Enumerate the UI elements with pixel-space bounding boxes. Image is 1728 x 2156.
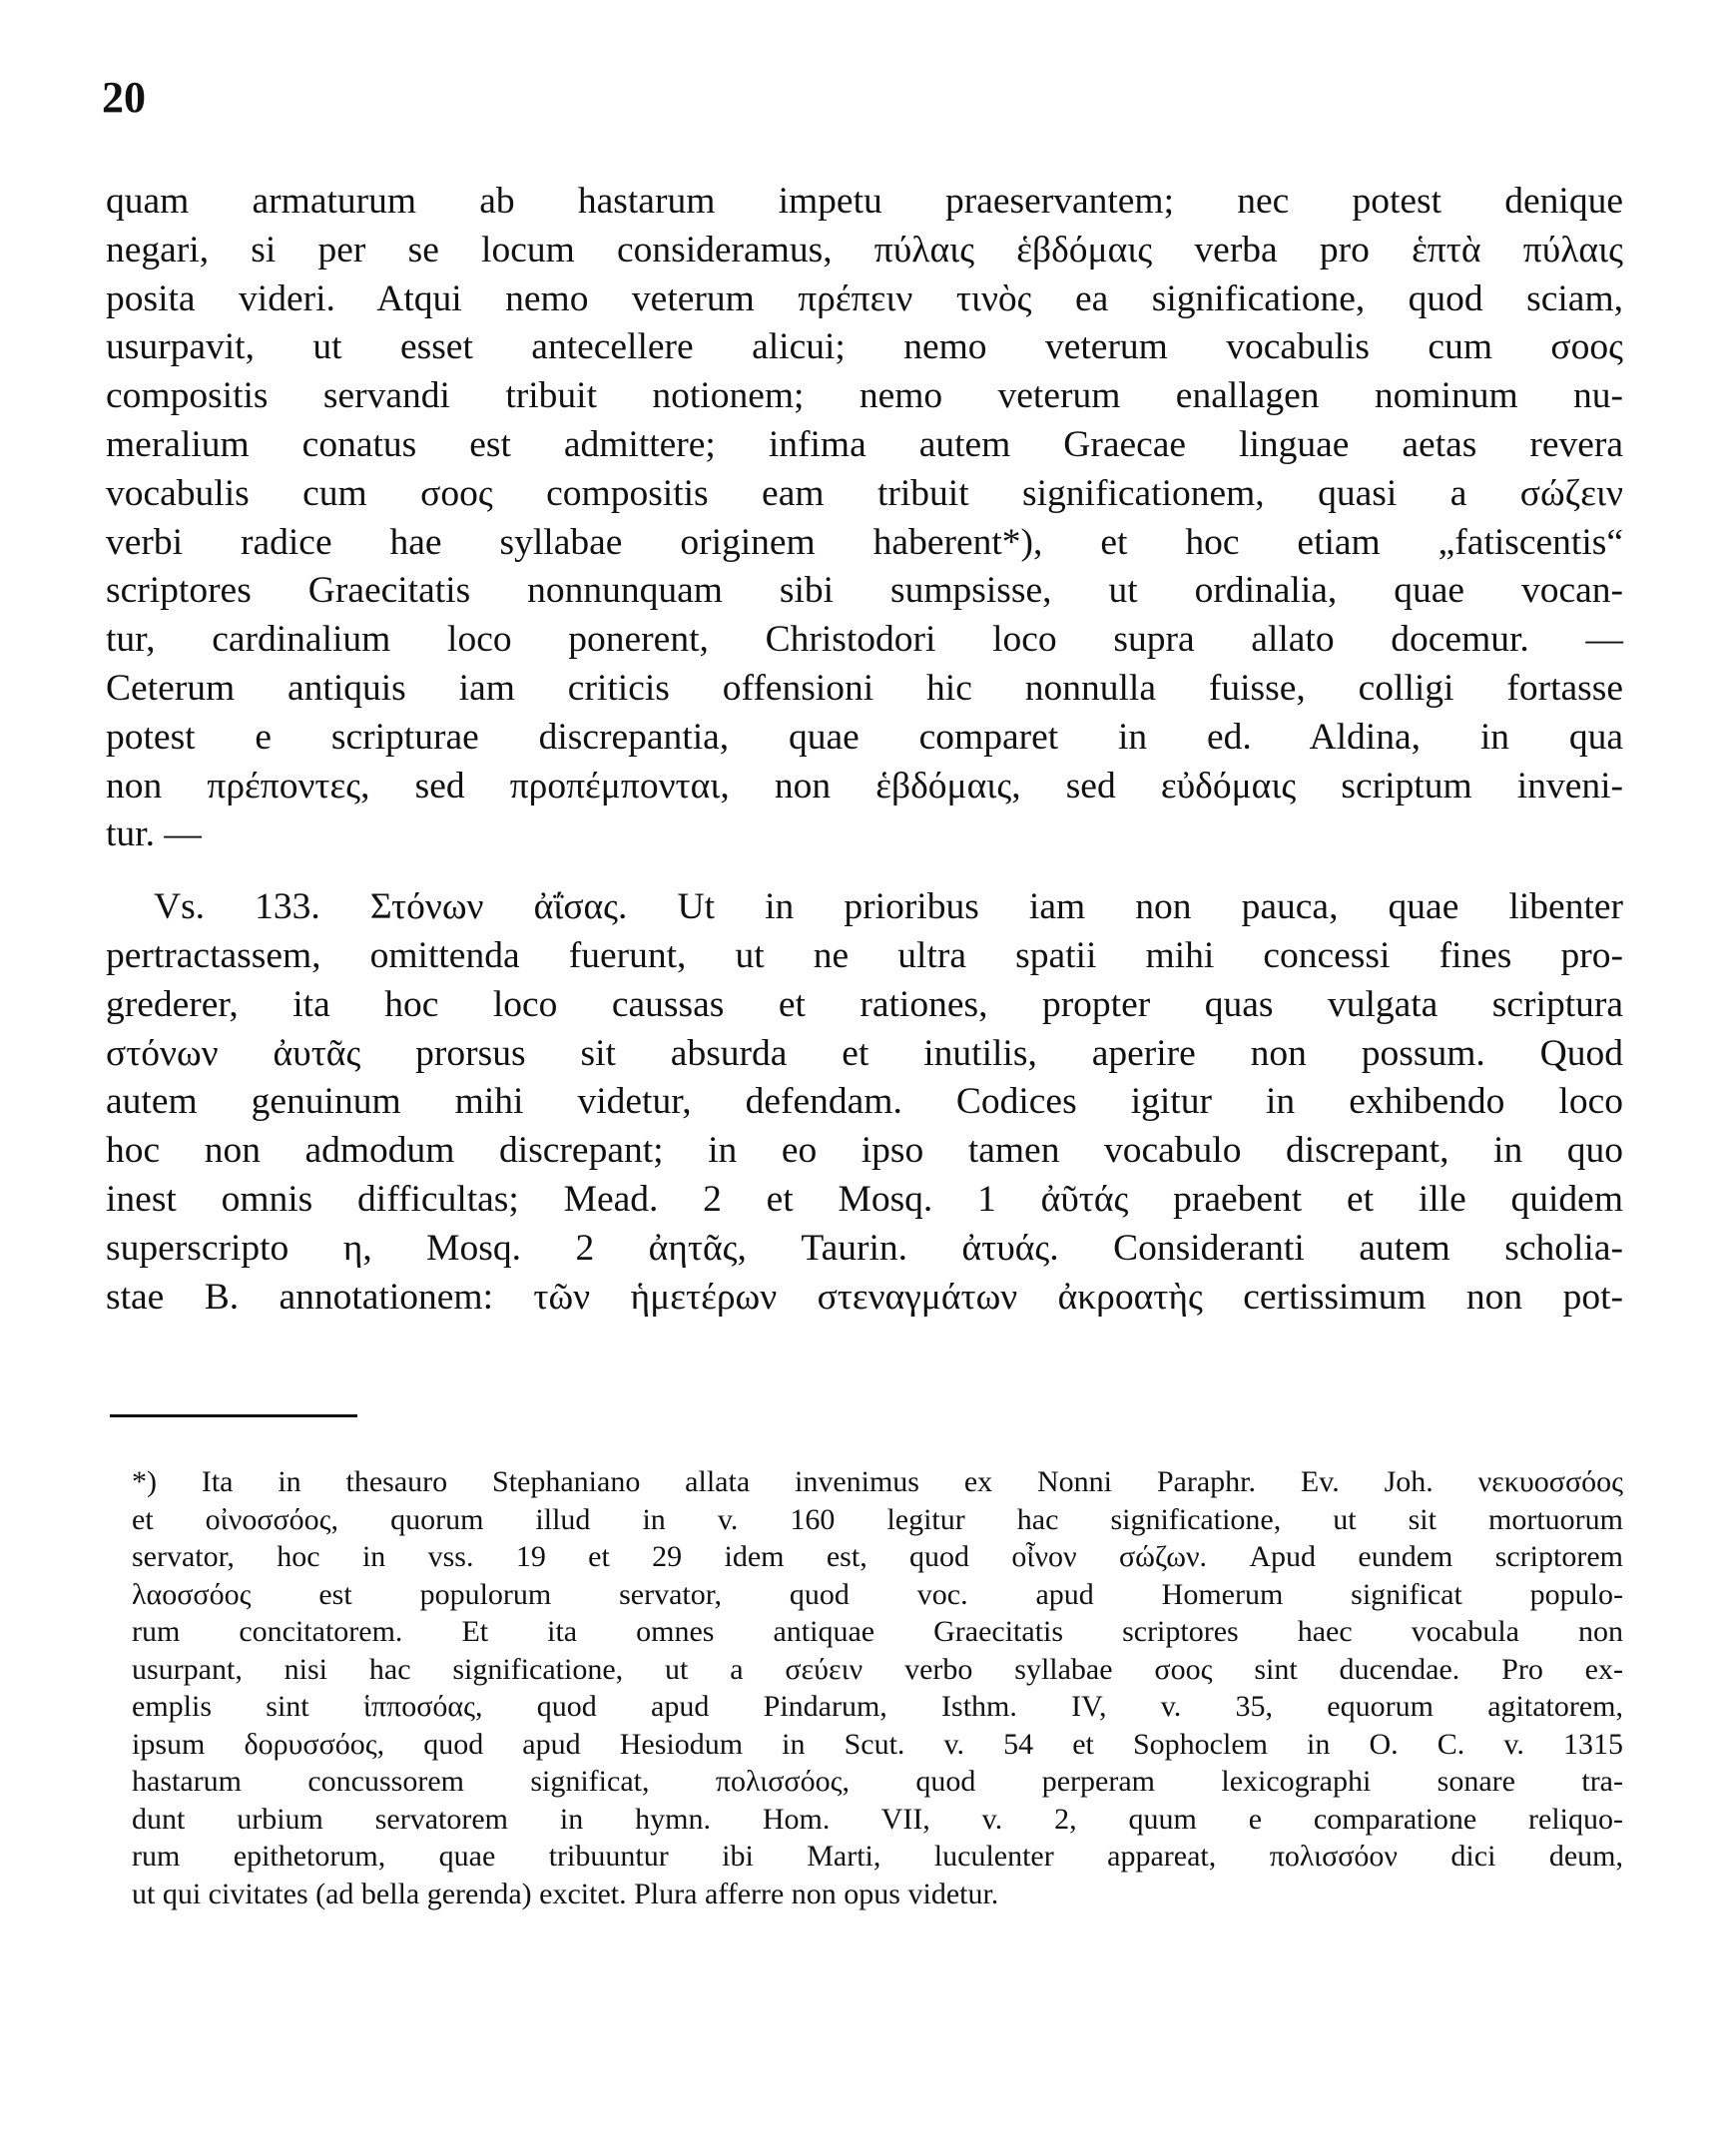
footnote-line: ipsum δορυσσόος, quod apud Hesiodum in Scut. v. 54 et Sophoclem in O. C. v. 1315 <box>132 1727 1623 1761</box>
footnotes <box>132 1463 1623 1912</box>
text-line: hoc non admodum discrepant; in eo ipso tamen vocabulo discrepant, in quo <box>106 1130 1623 1172</box>
text-line: vocabulis cum σοος compositis eam tribuit significationem, quasi a σώζειν <box>106 472 1623 514</box>
text-line: tur, cardinalium loco ponerent, Christodori loco supra allato docemur. — <box>106 619 1623 661</box>
text-line: inest omnis difficultas; Mead. 2 et Mosq. 1 ἀῦτάς praebent et ille quidem <box>106 1178 1623 1220</box>
footnote-line: *) Ita in thesauro Stephaniano allata invenimus ex Nonni Paraphr. Ev. Joh. νεκυοσσόος <box>132 1465 1623 1498</box>
text-line: Ceterum antiquis iam criticis offensioni hic nonnulla fuisse, colligi fortasse <box>106 667 1623 709</box>
footnote-line: λαοσσόος est populorum servator, quod voc. apud Homerum significat populo- <box>132 1577 1623 1611</box>
text-line: negari, si per se locum consideramus, πύλαις ἑβδόμαις verba pro ἑπτὰ πύλαις <box>106 229 1623 270</box>
footnote-line: servator, hoc in vss. 19 et 29 idem est, quod οἶνον σώζων. Apud eundem scriptorem <box>132 1540 1623 1573</box>
paragraph-gap <box>106 859 1623 883</box>
text-line: superscripto η, Mosq. 2 ἀητᾶς, Taurin. ἀτυάς. Consideranti autem scholia- <box>106 1227 1623 1269</box>
text-line: grederer, ita hoc loco caussas et rationes, propter quas vulgata scriptura <box>106 983 1623 1025</box>
text-line: meralium conatus est admittere; infima autem Graecae linguae aetas revera <box>106 423 1623 465</box>
footnote-line: dunt urbium servatorem in hymn. Hom. VII, v. 2, quum e comparatione reliquo- <box>132 1802 1623 1836</box>
footnote-line: emplis sint ἱπποσόας, quod apud Pindarum, Isthm. IV, v. 35, equorum agitatorem, <box>132 1690 1623 1723</box>
text-line: autem genuinum mihi videtur, defendam. Codices igitur in exhibendo loco <box>106 1081 1623 1123</box>
text-line: tur. — <box>106 813 202 855</box>
footnote-line: rum epithetorum, quae tribuuntur ibi Marti, luculenter appareat, πολισσόον dici deum, <box>132 1840 1623 1873</box>
text-line: posita videri. Atqui nemo veterum πρέπειν τινὸς ea significatione, quod sciam, <box>106 277 1623 319</box>
text-line: usurpavit, ut esset antecellere alicui; nemo veterum vocabulis cum σοος <box>106 326 1623 368</box>
text-line: non πρέποντες, sed προπέμπονται, non ἑβδόμαις, sed εὐδόμαις scriptum inveni- <box>106 765 1623 807</box>
text-line: stae B. annotationem: τῶν ἡμετέρων στεναγμάτων ἀκροατὴς certissimum non pot- <box>106 1276 1623 1318</box>
text-line: compositis servandi tribuit notionem; nemo veterum enallagen nominum nu- <box>106 375 1623 417</box>
footnote-line: hastarum concussorem significat, πολισσόος, quod perperam lexicographi sonare tra- <box>132 1765 1623 1798</box>
text-line: pertractassem, omittenda fuerunt, ut ne ultra spatii mihi concessi fines pro- <box>106 934 1623 976</box>
main-text <box>106 178 1623 1322</box>
text-line: στόνων ἀυτᾶς prorsus sit absurda et inutilis, aperire non possum. Quod <box>106 1032 1623 1074</box>
text-line: scriptores Graecitatis nonnunquam sibi sumpsisse, ut ordinalia, quae vocan- <box>106 570 1623 612</box>
text-line: potest e scripturae discrepantia, quae comparet in ed. Aldina, in qua <box>106 716 1623 758</box>
footnote-rule <box>110 1414 357 1417</box>
footnote-line: rum concitatorem. Et ita omnes antiquae Graecitatis scriptores haec vocabula non <box>132 1615 1623 1648</box>
footnote-line: usurpant, nisi hac significatione, ut a σεύειν verbo syllabae σοος sint ducendae. Pro ex- <box>132 1652 1623 1686</box>
text-line: quam armaturum ab hastarum impetu praeservantem; nec potest denique <box>106 181 1623 222</box>
text-line: Vs. 133. Στόνων ἀΐσας. Ut in prioribus iam non pauca, quae libenter <box>154 886 1623 928</box>
text-line: verbi radice hae syllabae originem haberent*), et hoc etiam „fatiscentis“ <box>106 521 1623 563</box>
footnote-line: et οἰνοσσόος, quorum illud in v. 160 legitur hac significatione, ut sit mortuorum <box>132 1502 1623 1536</box>
footnote-line: ut qui civitates (ad bella gerenda) excitet. Plura afferre non opus videtur. <box>132 1877 999 1910</box>
page-number: 20 <box>102 73 146 122</box>
